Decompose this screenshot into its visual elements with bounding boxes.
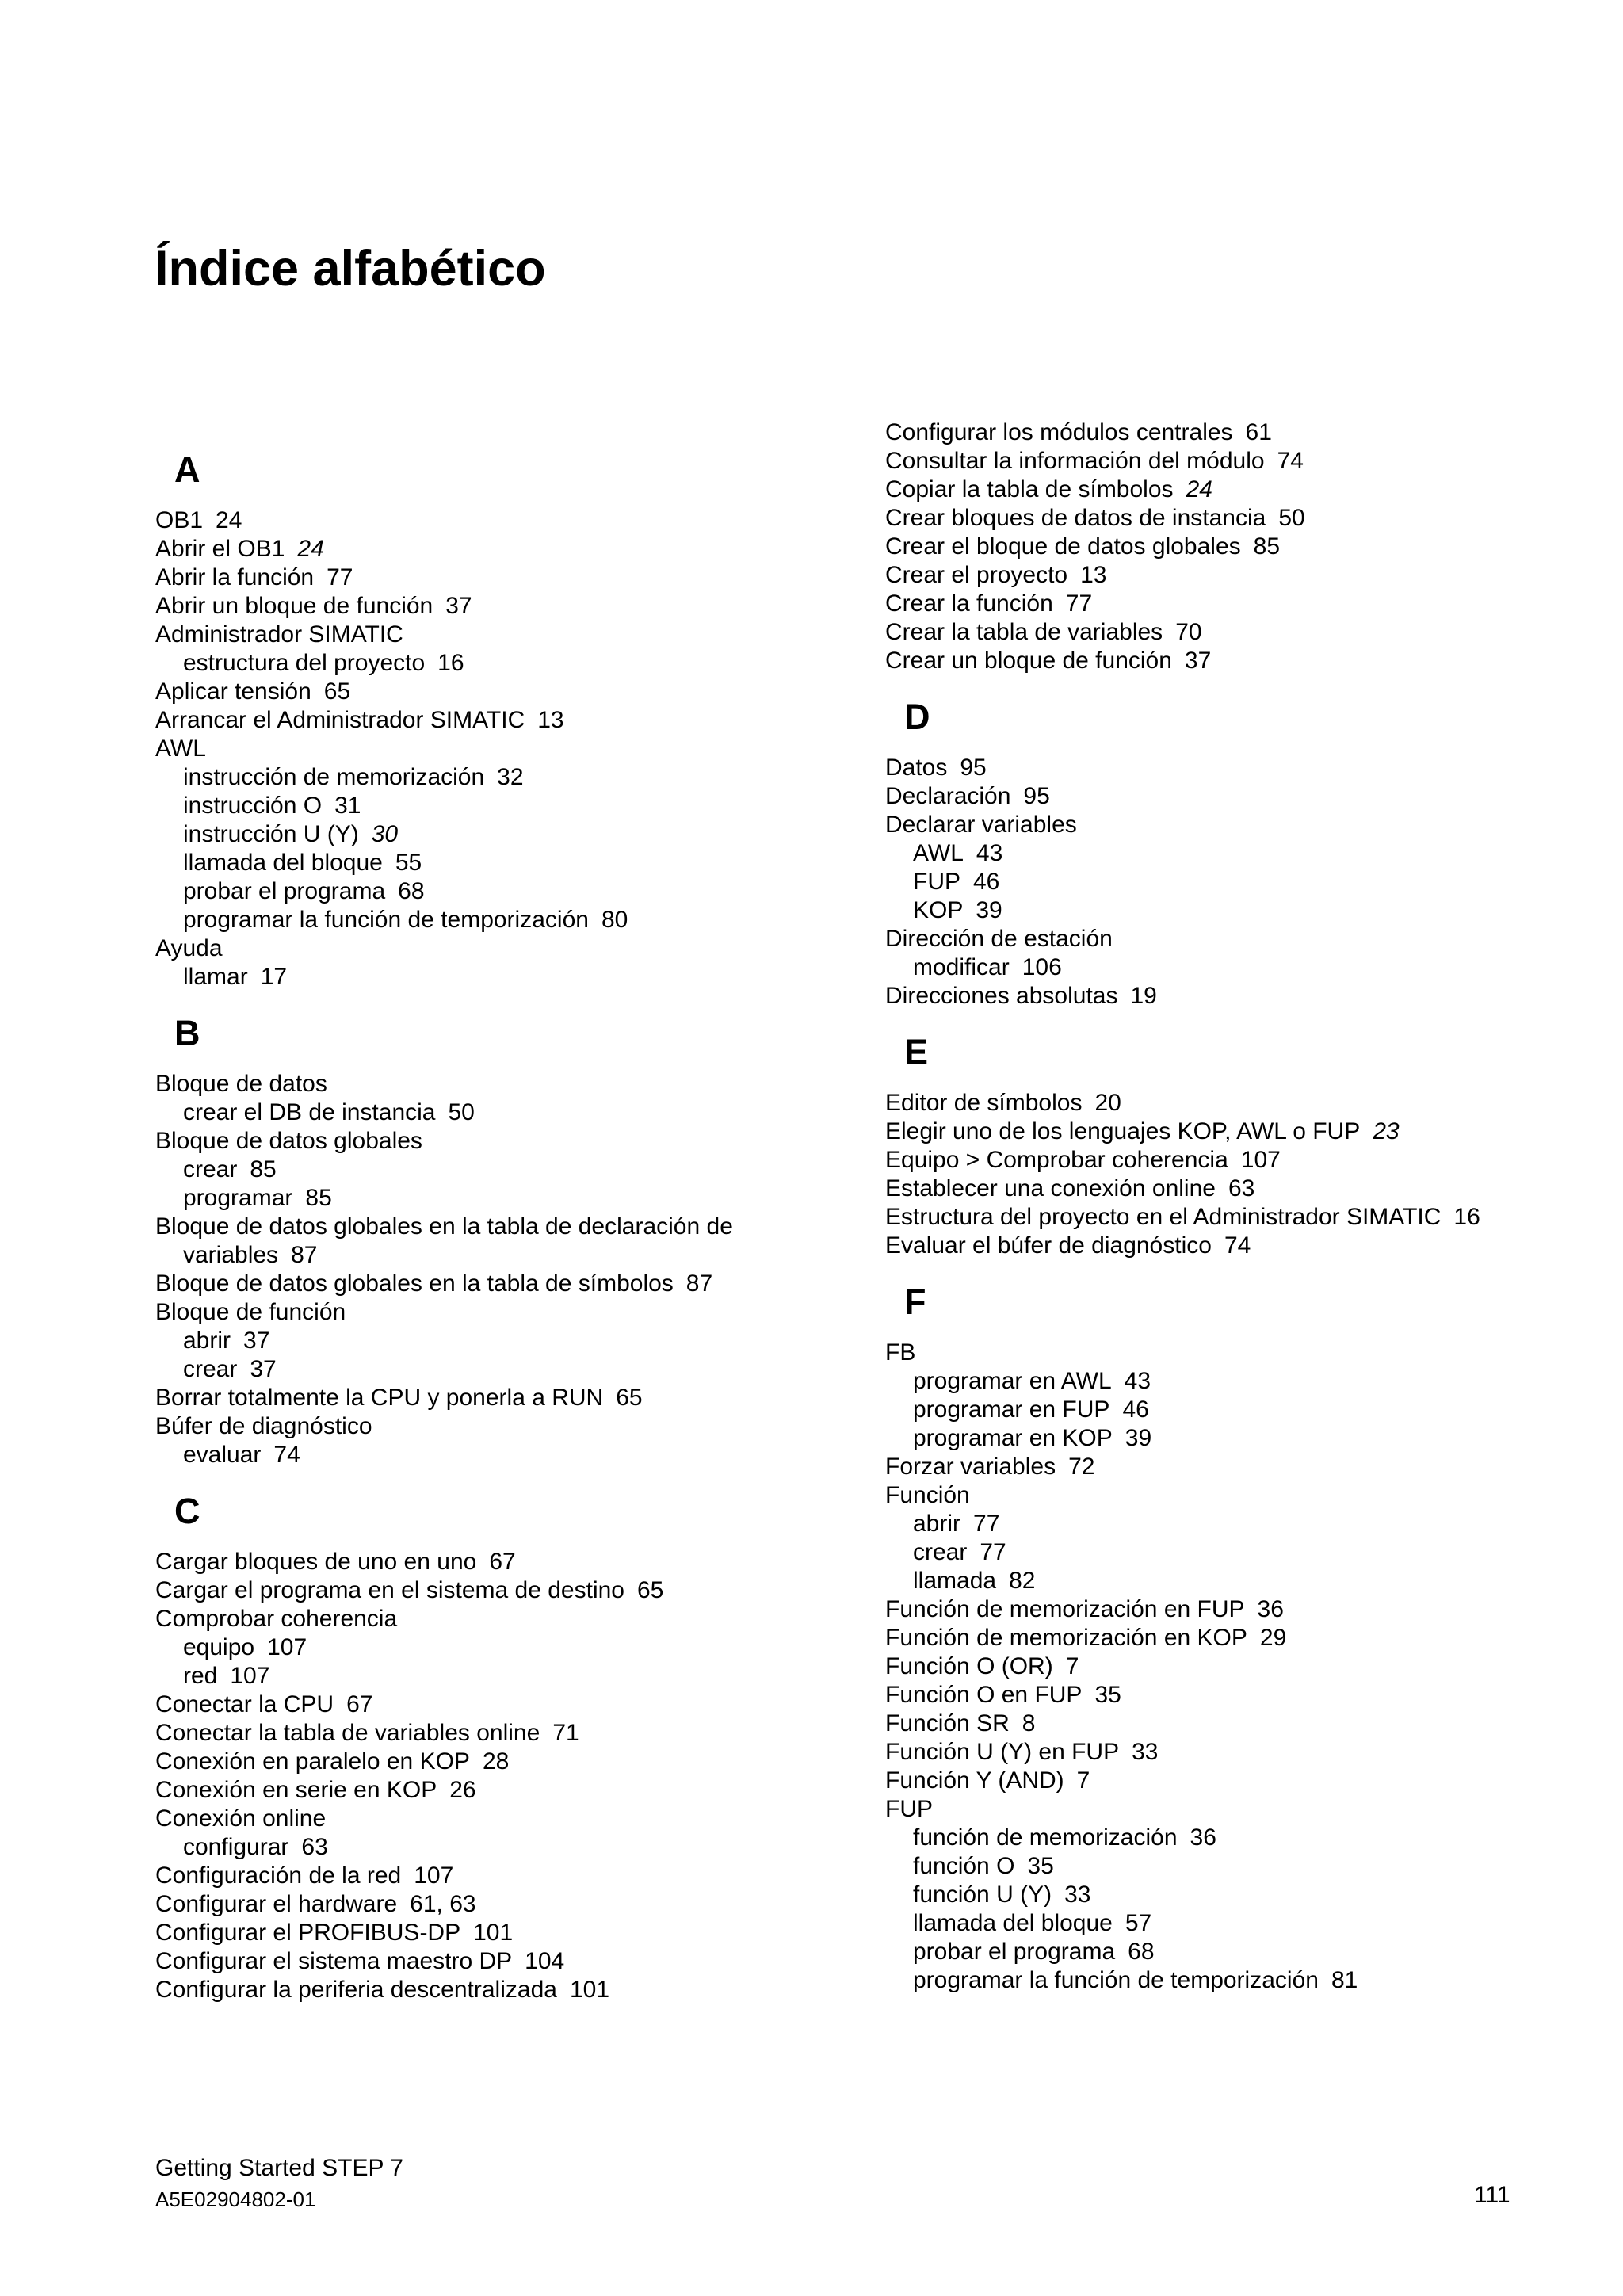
index-subentry [155, 1156, 869, 1184]
entry-text: Equipo > Comprobar coherencia [885, 1147, 1228, 1173]
index-subentry [885, 1538, 1598, 1567]
index-entry [885, 1710, 1598, 1738]
index-entry [885, 1738, 1598, 1767]
entry-text: crear [183, 1356, 238, 1382]
index-entry [155, 934, 869, 963]
entry-text: Consultar la información del módulo [885, 448, 1265, 474]
entry-text: Configurar el hardware [155, 1891, 398, 1917]
page-reference[interactable]: 65 [616, 1385, 643, 1411]
entry-text: Bloque de datos [155, 1071, 327, 1097]
entry-text: Conectar la tabla de variables online [155, 1720, 540, 1746]
entry-text: Crear el proyecto [885, 562, 1068, 588]
index-entry [155, 1412, 869, 1441]
index-entry [885, 1652, 1598, 1681]
entry-text: Función Y (AND) [885, 1767, 1064, 1794]
index-subentry [885, 1824, 1598, 1852]
footer-document-title: Getting Started STEP 7 [155, 2155, 403, 2181]
index-entry [885, 504, 1598, 533]
page-reference[interactable]: 46 [973, 869, 1000, 895]
page-reference[interactable]: 37 [445, 593, 472, 619]
entry-text: Bloque de datos globales [155, 1128, 422, 1154]
page-reference[interactable]: 8 [1022, 1710, 1036, 1736]
page-reference[interactable]: 46 [1122, 1396, 1149, 1423]
entry-text: Crear un bloque de función [885, 648, 1172, 674]
entry-text: programar en AWL [913, 1368, 1112, 1394]
index-entry [155, 1890, 869, 1919]
page-reference[interactable]: 80 [601, 907, 628, 933]
page-reference[interactable]: 77 [327, 564, 353, 590]
index-subentry [885, 1567, 1598, 1595]
page-reference[interactable]: 107 [267, 1634, 307, 1660]
index-entry [885, 561, 1598, 590]
entry-text: Elegir uno de los lenguajes KOP, AWL o FUP [885, 1118, 1361, 1144]
index-entry [155, 1270, 869, 1298]
section-letter: C [174, 1491, 200, 1531]
page-reference[interactable]: 19 [1130, 983, 1157, 1009]
entry-text: Forzar variables [885, 1454, 1056, 1480]
index-entry [155, 1947, 869, 1976]
index-entry [155, 535, 869, 563]
page-reference[interactable]: 74 [1277, 448, 1304, 474]
page-reference[interactable]: 13 [537, 707, 564, 733]
index-continuation [885, 418, 1598, 675]
page-reference[interactable]: 17 [260, 964, 288, 990]
page-reference[interactable]: 37 [243, 1328, 270, 1354]
index-subentry [155, 649, 869, 678]
index-entry [885, 418, 1598, 447]
index-entry [885, 1681, 1598, 1710]
index-section-a [155, 449, 869, 991]
index-subentry [155, 849, 869, 877]
index-entry [885, 1232, 1598, 1260]
section-letter: F [904, 1282, 926, 1322]
page-reference[interactable]: 95 [960, 755, 987, 781]
index-subentry [155, 877, 869, 906]
page-reference[interactable]: 57 [1125, 1910, 1152, 1936]
entry-text: instrucción de memorización [183, 764, 485, 790]
entry-text: probar el programa [913, 1939, 1116, 1965]
entry-text: Crear la función [885, 590, 1053, 617]
page-reference[interactable]: 74 [273, 1442, 300, 1468]
page-reference[interactable]: 43 [1124, 1368, 1151, 1394]
page-reference[interactable]: 77 [1065, 590, 1093, 617]
entry-text: Editor de símbolos [885, 1090, 1083, 1116]
entry-text: OB1 [155, 507, 204, 533]
index-entry [885, 1767, 1598, 1795]
index-entry [885, 1595, 1598, 1624]
index-entry [885, 782, 1598, 811]
index-subentry [155, 1184, 869, 1213]
page-reference[interactable]: 67 [346, 1691, 373, 1717]
entry-text: KOP [913, 897, 964, 923]
index-entry [155, 592, 869, 621]
index-entry [155, 706, 869, 735]
section-letter: B [174, 1013, 200, 1053]
entry-text: programar la función de temporización [183, 907, 589, 933]
index-subentry [155, 1241, 869, 1270]
entry-text: evaluar [183, 1442, 262, 1468]
page-reference[interactable]: 68 [398, 878, 425, 904]
page-reference[interactable]: 67 [489, 1549, 516, 1575]
entry-text: Función U (Y) en FUP [885, 1739, 1120, 1765]
entry-text: Configuración de la red [155, 1862, 402, 1889]
entry-text: programar la función de temporización [913, 1967, 1319, 1993]
entry-text: programar en KOP [913, 1425, 1113, 1451]
page-reference[interactable]: 30 [371, 821, 399, 847]
index-entry [155, 678, 869, 706]
section-entries [885, 418, 1598, 675]
entry-text: Búfer de diagnóstico [155, 1413, 372, 1439]
footer-page-number: 111 [1474, 2182, 1510, 2208]
page-reference[interactable]: 32 [497, 764, 524, 790]
entry-text: Configurar el sistema maestro DP [155, 1948, 513, 1974]
index-section-d [885, 699, 1598, 1010]
section-entries [885, 1339, 1598, 1995]
footer-document-code: A5E02904802-01 [155, 2187, 316, 2211]
page-reference[interactable]: 81 [1331, 1967, 1358, 1993]
index-entry [155, 563, 869, 592]
section-letter: A [174, 449, 200, 490]
page-reference[interactable]: 28 [482, 1748, 510, 1775]
page-reference[interactable]: 50 [448, 1099, 475, 1125]
page-reference[interactable]: 37 [1184, 648, 1212, 674]
index-subentry [155, 763, 869, 792]
page-reference[interactable]: 61 [1245, 419, 1272, 445]
entry-text: Bloque de datos globales en la tabla de símbolos [155, 1270, 674, 1297]
page-reference[interactable]: 37 [250, 1356, 277, 1382]
entry-text: configurar [183, 1834, 289, 1860]
index-section-f [885, 1284, 1598, 1995]
page-reference[interactable]: 107 [230, 1663, 270, 1689]
entry-text: estructura del proyecto [183, 650, 426, 676]
page-reference[interactable]: 95 [1023, 783, 1050, 809]
entry-text: Arrancar el Administrador SIMATIC [155, 707, 525, 733]
index-subentry [885, 1510, 1598, 1538]
index-column-left [155, 449, 869, 2028]
page-reference[interactable]: 36 [1257, 1596, 1284, 1622]
entry-text: Aplicar tensión [155, 678, 311, 705]
entry-text: llamada [913, 1568, 997, 1594]
index-entry [885, 476, 1598, 504]
entry-text: Cargar bloques de uno en uno [155, 1549, 477, 1575]
section-entries [155, 1548, 869, 2004]
page-reference[interactable]: 72 [1068, 1454, 1095, 1480]
entry-text: Datos [885, 755, 948, 781]
page-reference[interactable]: 85 [305, 1185, 332, 1211]
index-entry [885, 1453, 1598, 1481]
page-reference[interactable]: 85 [250, 1156, 277, 1182]
page-reference[interactable]: 33 [1132, 1739, 1159, 1765]
index-entry [885, 1624, 1598, 1652]
entry-text: Abrir un bloque de función [155, 593, 433, 619]
page-reference[interactable]: 24 [216, 507, 242, 533]
entry-text: instrucción O [183, 793, 323, 819]
page-reference[interactable]: 23 [1373, 1118, 1400, 1144]
entry-text: crear [913, 1539, 968, 1565]
page-reference[interactable]: 87 [291, 1242, 318, 1268]
index-entry [155, 1919, 869, 1947]
page-reference[interactable]: 107 [414, 1862, 454, 1889]
entry-text: Función SR [885, 1710, 1010, 1736]
page-reference[interactable]: 71 [552, 1720, 579, 1746]
entry-text: Configurar los módulos centrales [885, 419, 1233, 445]
index-entry [155, 1805, 869, 1833]
entry-text: Administrador SIMATIC [155, 621, 403, 648]
index-entry [885, 1117, 1598, 1146]
index-subentry [885, 1881, 1598, 1909]
index-entry [885, 811, 1598, 839]
index-entry [885, 982, 1598, 1010]
index-entry [885, 590, 1598, 618]
index-subentry [885, 839, 1598, 868]
entry-text: programar [183, 1185, 293, 1211]
entry-text: Conexión en paralelo en KOP [155, 1748, 470, 1775]
entry-text: Evaluar el búfer de diagnóstico [885, 1232, 1212, 1259]
index-entry [155, 1298, 869, 1327]
page-reference[interactable]: 82 [1009, 1568, 1036, 1594]
entry-text: AWL [155, 735, 206, 762]
page-reference[interactable]: 20 [1094, 1090, 1121, 1116]
page-reference[interactable]: 101 [473, 1920, 514, 1946]
index-entry [885, 1146, 1598, 1175]
page-reference[interactable]: 36 [1190, 1824, 1216, 1851]
entry-text: Configurar la periferia descentralizada [155, 1977, 557, 2003]
index-subentry [155, 963, 869, 991]
index-subentry [155, 1662, 869, 1690]
entry-text: FUP [885, 1796, 933, 1822]
index-subentry [155, 1441, 869, 1469]
entry-text: Bloque de datos globales en la tabla de declaración de [155, 1213, 733, 1240]
entry-text: Conectar la CPU [155, 1691, 334, 1717]
section-entries [155, 506, 869, 991]
entry-text: abrir [913, 1511, 961, 1537]
index-entry [155, 1719, 869, 1748]
index-subentry [885, 1367, 1598, 1396]
index-entry [885, 1481, 1598, 1510]
index-entry [155, 1576, 869, 1605]
index-subentry [155, 1355, 869, 1384]
page-title: Índice alfabético [155, 241, 546, 296]
index-entry [885, 1175, 1598, 1203]
entry-text: AWL [913, 840, 964, 866]
index-entry [885, 647, 1598, 675]
index-entry [155, 1384, 869, 1412]
entry-text: Crear la tabla de variables [885, 619, 1163, 645]
entry-text: Copiar la tabla de símbolos [885, 476, 1174, 502]
entry-text: red [183, 1663, 218, 1689]
entry-text: llamada del bloque [183, 850, 383, 876]
entry-text: Función de memorización en FUP [885, 1596, 1245, 1622]
page-reference[interactable]: 16 [1453, 1204, 1480, 1230]
entry-text: modificar [913, 954, 1010, 980]
entry-text: Borrar totalmente la CPU y ponerla a RUN [155, 1385, 604, 1411]
index-subentry [155, 820, 869, 849]
index-subentry [885, 1396, 1598, 1424]
index-entry [885, 447, 1598, 476]
page-reference[interactable]: 106 [1022, 954, 1062, 980]
index-column-right [885, 418, 1598, 2019]
index-entry [885, 533, 1598, 561]
page-reference[interactable]: 7 [1076, 1767, 1090, 1794]
page-reference[interactable]: 65 [323, 678, 351, 705]
page-reference[interactable]: 74 [1224, 1232, 1251, 1259]
index-subentry [885, 868, 1598, 896]
page-reference[interactable]: 65 [636, 1577, 664, 1603]
index-subentry [885, 896, 1598, 925]
page-reference[interactable]: 61, 63 [410, 1891, 476, 1917]
index-entry [155, 1748, 869, 1776]
entry-text: Crear el bloque de datos globales [885, 533, 1241, 560]
page-reference[interactable]: 50 [1278, 505, 1305, 531]
entry-text: Dirección de estación [885, 926, 1113, 952]
page-reference[interactable]: 26 [449, 1777, 476, 1803]
page-reference[interactable]: 16 [437, 650, 464, 676]
index-subentry [885, 1909, 1598, 1938]
entry-text: Establecer una conexión online [885, 1175, 1216, 1201]
index-entry [155, 1776, 869, 1805]
entry-text: Abrir el OB1 [155, 536, 285, 562]
index-entry [155, 1976, 869, 2004]
index-entry [155, 1690, 869, 1719]
entry-text: Cargar el programa en el sistema de destino [155, 1577, 624, 1603]
entry-text: Conexión online [155, 1805, 327, 1832]
index-subentry [885, 1424, 1598, 1453]
entry-text: Función [885, 1482, 970, 1508]
index-entry [155, 1605, 869, 1633]
page-reference[interactable]: 55 [395, 850, 422, 876]
entry-text: Ayuda [155, 935, 223, 961]
page-reference[interactable]: 104 [525, 1948, 565, 1974]
entry-text: crear [183, 1156, 238, 1182]
index-subentry [155, 1098, 869, 1127]
entry-text: Configurar el PROFIBUS-DP [155, 1920, 461, 1946]
entry-text: probar el programa [183, 878, 386, 904]
section-entries [885, 754, 1598, 1010]
entry-text: Declaración [885, 783, 1011, 809]
page-reference[interactable]: 24 [297, 536, 324, 562]
page-reference[interactable]: 70 [1175, 619, 1202, 645]
entry-text: Bloque de función [155, 1299, 346, 1325]
entry-text: FB [885, 1339, 916, 1366]
index-entry [155, 621, 869, 649]
index-section-c [155, 1493, 869, 2004]
entry-text: programar en FUP [913, 1396, 1110, 1423]
page-reference[interactable]: 33 [1064, 1881, 1091, 1908]
entry-text: llamar [183, 964, 248, 990]
entry-text: Función O (OR) [885, 1653, 1053, 1679]
entry-text: abrir [183, 1328, 231, 1354]
index-entry [885, 618, 1598, 647]
page-reference[interactable]: 87 [685, 1270, 713, 1297]
entry-text: equipo [183, 1634, 255, 1660]
page-reference[interactable]: 39 [1125, 1425, 1152, 1451]
page-reference[interactable]: 107 [1240, 1147, 1281, 1173]
index-entry [885, 925, 1598, 953]
entry-text: función de memorización [913, 1824, 1178, 1851]
index-subentry [155, 1833, 869, 1862]
section-letter: D [904, 697, 930, 737]
page-reference[interactable]: 77 [973, 1511, 1000, 1537]
entry-text: Función O en FUP [885, 1682, 1083, 1708]
entry-text: crear el DB de instancia [183, 1099, 436, 1125]
entry-text: función O [913, 1853, 1015, 1879]
page-reference[interactable]: 77 [980, 1539, 1006, 1565]
section-letter: E [904, 1032, 929, 1072]
entry-text: Estructura del proyecto en el Administrador SIMATIC [885, 1204, 1442, 1230]
index-subentry [155, 1327, 869, 1355]
page-reference[interactable]: 63 [1228, 1175, 1255, 1201]
page-reference[interactable]: 43 [976, 840, 1003, 866]
page-reference[interactable]: 29 [1259, 1625, 1287, 1651]
section-entries [885, 1089, 1598, 1260]
page-reference[interactable]: 85 [1253, 533, 1281, 560]
page-reference[interactable]: 7 [1065, 1653, 1079, 1679]
index-subentry [885, 1938, 1598, 1966]
entry-text: FUP [913, 869, 960, 895]
index-subentry [885, 1852, 1598, 1881]
entry-text: Declarar variables [885, 812, 1077, 838]
entry-text: función U (Y) [913, 1881, 1052, 1908]
index-subentry [155, 1633, 869, 1662]
index-subentry [155, 792, 869, 820]
index-entry [885, 754, 1598, 782]
index-subentry [885, 953, 1598, 982]
index-entry [885, 1795, 1598, 1824]
section-entries [155, 1070, 869, 1469]
page-reference[interactable]: 24 [1186, 476, 1212, 502]
page-reference[interactable]: 35 [1094, 1682, 1121, 1708]
entry-text: variables [183, 1242, 279, 1268]
index-entry [885, 1203, 1598, 1232]
entry-text: Comprobar coherencia [155, 1606, 398, 1632]
index-entry [155, 506, 869, 535]
page-reference[interactable]: 39 [976, 897, 1002, 923]
index-entry [155, 735, 869, 763]
page-reference[interactable]: 13 [1080, 562, 1107, 588]
entry-text: Función de memorización en KOP [885, 1625, 1247, 1651]
index-subentry [885, 1966, 1598, 1995]
page-reference[interactable]: 35 [1027, 1853, 1054, 1879]
index-entry [155, 1548, 869, 1576]
entry-text: Crear bloques de datos de instancia [885, 505, 1266, 531]
index-section-e [885, 1034, 1598, 1260]
index-entry [155, 1213, 869, 1241]
page-reference[interactable]: 31 [334, 793, 361, 819]
index-subentry [155, 906, 869, 934]
index-entry [885, 1339, 1598, 1367]
index-entry [155, 1070, 869, 1098]
index-entry [155, 1862, 869, 1890]
index-entry [885, 1089, 1598, 1117]
index-section-b [155, 1015, 869, 1469]
entry-text: llamada del bloque [913, 1910, 1113, 1936]
entry-text: Abrir la función [155, 564, 315, 590]
page-reference[interactable]: 101 [569, 1977, 610, 2003]
entry-text: instrucción U (Y) [183, 821, 359, 847]
index-entry [155, 1127, 869, 1156]
entry-text: Conexión en serie en KOP [155, 1777, 437, 1803]
entry-text: Direcciones absolutas [885, 983, 1118, 1009]
page-reference[interactable]: 63 [301, 1834, 328, 1860]
page-reference[interactable]: 68 [1128, 1939, 1155, 1965]
